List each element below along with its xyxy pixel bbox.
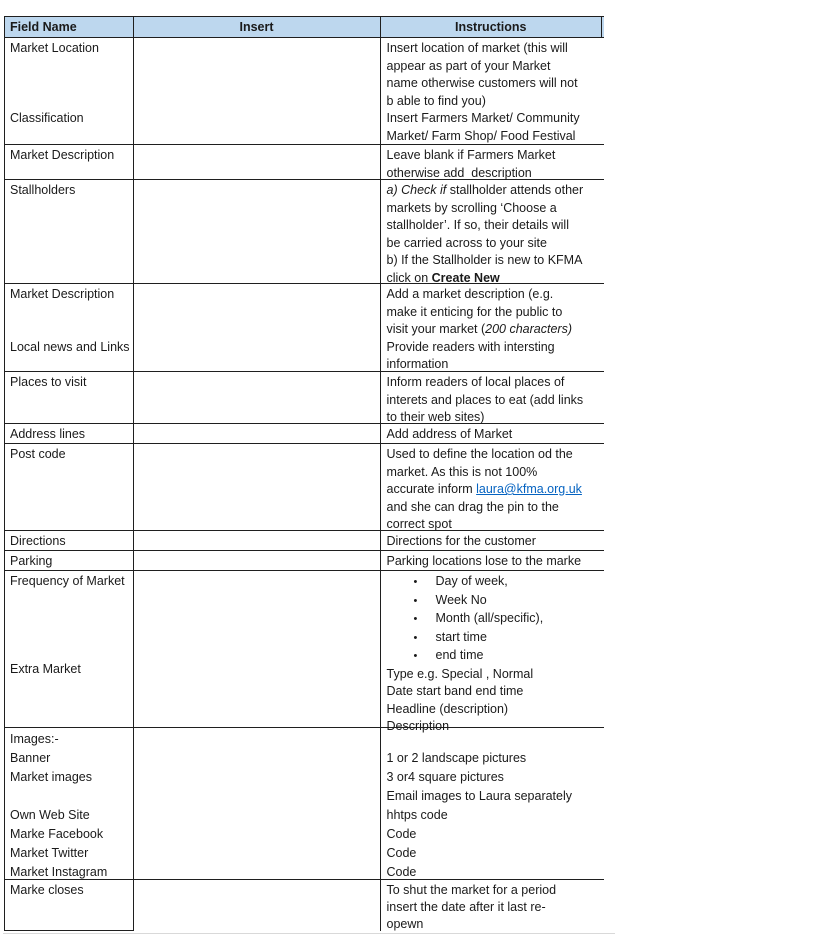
text-line bbox=[10, 304, 133, 322]
text-line: Marke Facebook bbox=[10, 827, 104, 841]
text-line: Classification bbox=[10, 111, 84, 125]
text-line: Marke closes bbox=[10, 883, 84, 897]
text-line: Market Instagram bbox=[10, 865, 108, 879]
text-line: Banner bbox=[10, 751, 51, 765]
text-line: otherwise add description bbox=[386, 165, 532, 180]
text-line: Code bbox=[386, 865, 417, 879]
marke-closes-insert-cell[interactable] bbox=[134, 880, 381, 931]
text-line: • start time bbox=[387, 629, 603, 648]
bullet-icon: • bbox=[413, 576, 418, 588]
bullet-icon: • bbox=[413, 613, 418, 625]
text-line: Insert location of market (this will bbox=[386, 41, 568, 55]
market-description-field-cell bbox=[5, 145, 134, 179]
text-line bbox=[10, 93, 133, 111]
text-line bbox=[10, 75, 133, 93]
text-line: Code bbox=[386, 827, 417, 841]
text-line: 3 or4 square pictures bbox=[386, 770, 504, 784]
market-description-local-news-insert-cell[interactable] bbox=[134, 284, 381, 371]
frequency-extra-market-instructions-cell bbox=[381, 571, 603, 733]
text-line: Images:- bbox=[10, 732, 59, 746]
market-description-insert-cell[interactable] bbox=[134, 145, 381, 179]
header-field-name: Field Name bbox=[5, 17, 134, 37]
text-line: To shut the market for a period bbox=[386, 883, 557, 897]
text-line: b) If the Stallholder is new to KFMA bbox=[386, 253, 583, 267]
frequency-extra-market-field-cell bbox=[5, 571, 134, 727]
table-row-places-to-visit bbox=[5, 372, 604, 424]
text-line: 1 or 2 landscape pictures bbox=[386, 751, 527, 765]
text-line: Address lines bbox=[10, 427, 86, 441]
text-line: Directions bbox=[10, 534, 66, 548]
text-line: insert the date after it last re- bbox=[386, 900, 546, 914]
table-row-images-social bbox=[5, 728, 604, 880]
text-line: Used to define the location od the bbox=[386, 447, 573, 461]
text-line: to their web sites) bbox=[386, 410, 485, 424]
parking-field-cell bbox=[5, 551, 134, 570]
text-line: Provide readers with intersting bbox=[386, 339, 555, 354]
email-link[interactable]: laura@kfma.org.uk bbox=[476, 482, 582, 496]
text-line: Market Location bbox=[10, 41, 99, 55]
table-row-parking bbox=[5, 551, 604, 571]
text-line: markets by scrolling ‘Choose a bbox=[386, 200, 557, 215]
text-line bbox=[10, 591, 133, 609]
table-row-frequency-extra-market bbox=[5, 571, 604, 733]
directions-insert-cell[interactable] bbox=[134, 531, 381, 550]
text-line: hhtps code bbox=[386, 808, 448, 822]
text-line: Market Description bbox=[10, 148, 115, 162]
directions-field-cell bbox=[5, 531, 134, 550]
page-break-line bbox=[3, 933, 615, 934]
text-line: Headline (description) bbox=[386, 701, 509, 716]
table-row-marke-closes bbox=[5, 880, 604, 931]
marke-closes-instructions-cell bbox=[381, 880, 603, 931]
text-line: Own Web Site bbox=[10, 808, 90, 822]
text-line: Description bbox=[386, 719, 450, 733]
text-line: appear as part of your Market bbox=[386, 58, 551, 73]
table-row-stallholders bbox=[5, 180, 604, 284]
address-lines-instructions-cell bbox=[381, 424, 603, 443]
market-location-classification-insert-cell[interactable] bbox=[134, 38, 381, 144]
market-description-instructions-cell bbox=[381, 145, 603, 179]
market-location-classification-instructions-cell bbox=[381, 38, 603, 144]
italic-text: a) Check if bbox=[386, 183, 450, 197]
text-line: market. As this is not 100% bbox=[386, 464, 538, 479]
text-line: Add address of Market bbox=[386, 427, 513, 441]
text-line bbox=[10, 787, 133, 806]
parking-insert-cell[interactable] bbox=[134, 551, 381, 570]
text-line: opewn bbox=[386, 917, 424, 931]
parking-instructions-cell bbox=[381, 551, 603, 570]
market-description-local-news-field-cell bbox=[5, 284, 134, 371]
marke-closes-field-cell bbox=[5, 880, 134, 931]
text-line: • Day of week, bbox=[387, 573, 603, 592]
text-line: Directions for the customer bbox=[386, 534, 536, 548]
text-line bbox=[10, 643, 133, 661]
table-header-row bbox=[5, 17, 604, 38]
text-line: correct spot bbox=[386, 517, 452, 531]
field-instructions-table bbox=[4, 16, 604, 931]
frequency-extra-market-insert-cell[interactable] bbox=[134, 571, 381, 727]
stallholders-instructions-cell bbox=[381, 180, 603, 283]
text-line: Extra Market bbox=[10, 661, 81, 676]
bullet-icon: • bbox=[413, 650, 418, 662]
images-social-instructions-cell bbox=[381, 728, 603, 879]
text-line: Market images bbox=[10, 770, 92, 784]
table-body bbox=[5, 38, 604, 931]
text-line: accurate inform laura@kfma.org.uk bbox=[386, 482, 582, 496]
stallholders-insert-cell[interactable] bbox=[134, 180, 381, 283]
text-line: b able to find you) bbox=[386, 93, 486, 108]
text-line: visit your market (200 characters) bbox=[386, 322, 572, 336]
market-description-local-news-instructions-cell bbox=[381, 284, 603, 371]
table-row-directions bbox=[5, 531, 604, 551]
images-social-field-cell bbox=[5, 728, 134, 879]
address-lines-field-cell bbox=[5, 424, 134, 443]
table-row-market-description bbox=[5, 145, 604, 180]
text-line: Type e.g. Special , Normal bbox=[386, 666, 534, 681]
places-to-visit-insert-cell[interactable] bbox=[134, 372, 381, 423]
text-line: • Week No bbox=[387, 592, 603, 611]
text-line: Local news and Links bbox=[10, 339, 130, 354]
text-line: Date start band end time bbox=[386, 684, 524, 698]
text-line: • end time bbox=[387, 647, 603, 666]
text-line: Frequency of Market bbox=[10, 574, 125, 588]
text-line: stallholder’. If so, their details will bbox=[386, 218, 569, 232]
text-line: Inform readers of local places of bbox=[386, 375, 565, 389]
text-line: Places to visit bbox=[10, 375, 87, 389]
text-line: Email images to Laura separately bbox=[386, 789, 573, 803]
text-line: be carried across to your site bbox=[386, 235, 547, 250]
header-insert: Insert bbox=[134, 17, 381, 37]
market-location-classification-field-cell bbox=[5, 38, 134, 144]
table-row-address-lines bbox=[5, 424, 604, 444]
post-code-insert-cell[interactable] bbox=[134, 444, 381, 530]
text-line: interets and places to eat (add links bbox=[386, 392, 584, 407]
text-line: Code bbox=[386, 846, 417, 860]
places-to-visit-field-cell bbox=[5, 372, 134, 423]
text-line: name otherwise customers will not bbox=[386, 76, 578, 90]
bullet-icon: • bbox=[413, 631, 418, 644]
italic-text: 200 characters) bbox=[485, 322, 572, 336]
text-line: a) Check if stallholder attends other bbox=[386, 183, 584, 197]
text-line bbox=[10, 321, 133, 339]
header-instructions: Instructions bbox=[381, 17, 603, 37]
places-to-visit-instructions-cell bbox=[381, 372, 603, 423]
table-row-post-code bbox=[5, 444, 604, 531]
bullet-icon: • bbox=[413, 594, 418, 607]
stallholders-field-cell bbox=[5, 180, 134, 283]
text-line: and she can drag the pin to the bbox=[386, 499, 559, 514]
table-row-market-location-classification bbox=[5, 38, 604, 145]
post-code-instructions-cell bbox=[381, 444, 603, 530]
directions-instructions-cell bbox=[381, 531, 603, 550]
text-line: Add a market description (e.g. bbox=[386, 287, 554, 301]
text-line: Leave blank if Farmers Market bbox=[386, 148, 556, 162]
text-line: Stallholders bbox=[10, 183, 76, 197]
text-line bbox=[387, 730, 603, 749]
text-line: Insert Farmers Market/ Community bbox=[386, 111, 580, 125]
post-code-field-cell bbox=[5, 444, 134, 530]
text-line: Post code bbox=[10, 447, 66, 461]
text-line: information bbox=[386, 357, 449, 371]
text-line: Parking locations lose to the marke bbox=[386, 554, 582, 568]
text-line: Market Description bbox=[10, 287, 115, 301]
images-social-insert-cell[interactable] bbox=[134, 728, 381, 879]
text-line: • Month (all/specific), bbox=[387, 610, 603, 629]
bold-text: Create New bbox=[431, 270, 500, 285]
text-line: Market/ Farm Shop/ Food Festival bbox=[386, 128, 576, 143]
address-lines-insert-cell[interactable] bbox=[134, 424, 381, 443]
text-line: Market Twitter bbox=[10, 846, 89, 860]
text-line: Parking bbox=[10, 554, 53, 568]
text-line bbox=[10, 58, 133, 76]
text-line: click on Create New bbox=[386, 270, 500, 285]
text-line bbox=[10, 626, 133, 644]
table-row-market-description-local-news bbox=[5, 284, 604, 372]
text-line bbox=[10, 608, 133, 626]
text-line: make it enticing for the public to bbox=[386, 304, 563, 319]
